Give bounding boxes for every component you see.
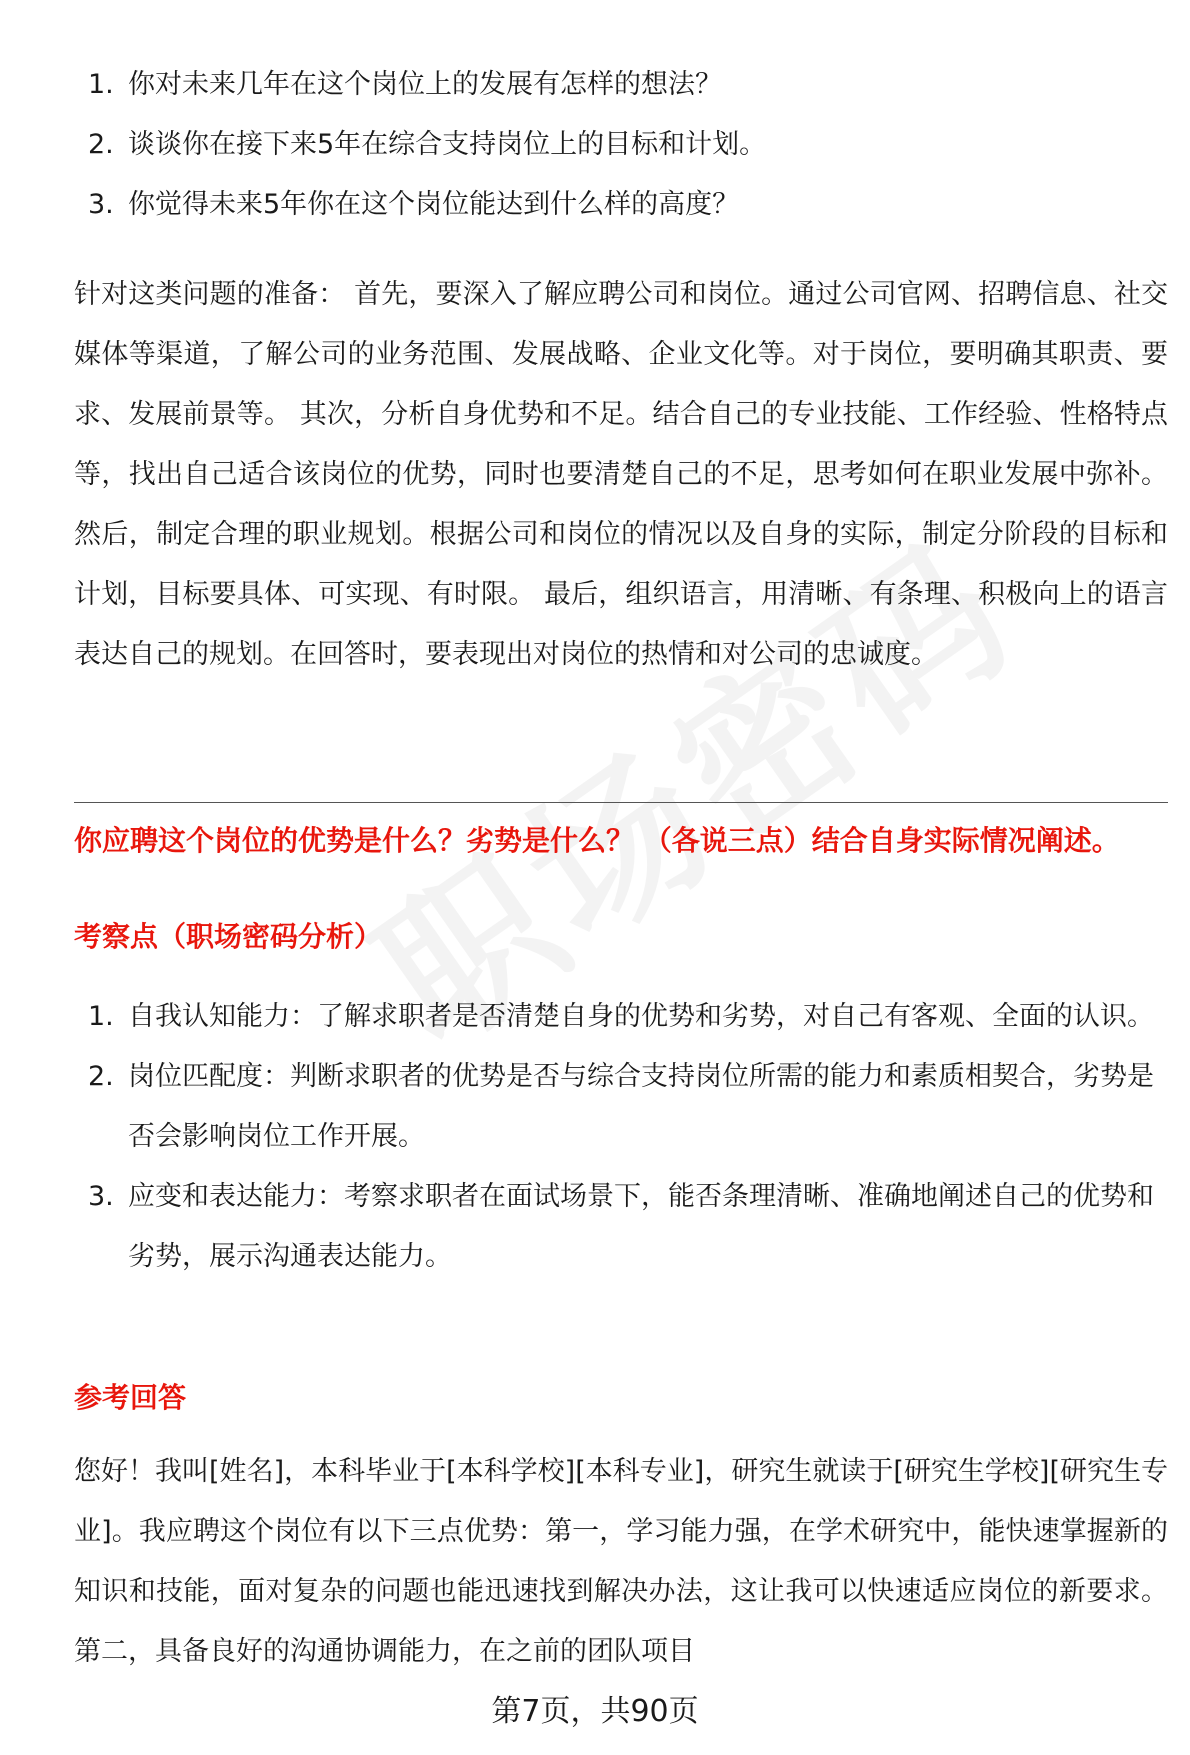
list-text: 应变和表达能力：考察求职者在面试场景下，能否条理清晰、准确地阐述自己的优势和劣势，展示沟通表达能力。 — [128, 1181, 1154, 1272]
list-item — [88, 55, 1168, 115]
list-item — [88, 1167, 1168, 1287]
list-text: 你对未来几年在这个岗位上的发展有怎样的想法？ — [128, 69, 722, 100]
list-text: 岗位匹配度：判断求职者的优势是否与综合支持岗位所需的能力和素质相契合，劣势是否会影响岗位工作开展。 — [128, 1061, 1154, 1152]
page-footer: 第7页，共90页 — [491, 1694, 699, 1729]
list-number: 3. — [88, 189, 114, 220]
section-divider — [74, 802, 1168, 803]
list-item — [88, 115, 1168, 175]
list-text: 谈谈你在接下来5年在综合支持岗位上的目标和计划。 — [128, 129, 767, 160]
list-number: 2. — [88, 1061, 114, 1092]
list-item — [88, 175, 1168, 235]
list-number: 3. — [88, 1181, 114, 1212]
section-heading-reference-answer: 参考回答 — [74, 1381, 187, 1414]
list-item — [88, 1047, 1168, 1167]
answer-paragraph: 您好！我叫[姓名]，本科毕业于[本科学校][本科专业]，研究生就读于[研究生学校][研究生专业]。我应聘这个岗位有以下三点优势：第一，学习能力强，在学术研究中，能快速掌握新的知识和技能，面对复杂的问题也能迅速找到解决办法，这让我可以快速适应岗位的新要求。第二，具备良好的沟通协调能力，在之前的团队项目 — [74, 1456, 1168, 1667]
preparation-paragraph: 针对这类问题的准备： 首先，要深入了解应聘公司和岗位。通过公司官网、招聘信息、社交媒体等渠道，了解公司的业务范围、发展战略、企业文化等。对于岗位，要明确其职责、要求、发展前景等。 其次，分析自身优势和不足。结合自己的专业技能、工作经验、性格特点等，找出自己适合该岗位的优势，同时也要清楚自己的不足，思考如何在职业发展中弥补。 然后，制定合理的职业规划。根据公司和岗位的情况以及自身的实际，制定分阶段的目标和计划，目标要具体、可实现、有时限。 最后，组织语言，用清晰、有条理、积极向上的语言表达自己的规划。在回答时，要表现出对岗位的热情和对公司的忠诚度。 — [74, 279, 1168, 670]
list-number: 2. — [88, 129, 114, 160]
question-list — [88, 55, 1168, 235]
list-item — [88, 987, 1168, 1047]
list-text: 自我认知能力：了解求职者是否清楚自身的优势和劣势，对自己有客观、全面的认识。 — [128, 1001, 1154, 1032]
question-title: 你应聘这个岗位的优势是什么？劣势是什么？ （各说三点）结合自身实际情况阐述。 — [74, 824, 1120, 857]
section-heading-assessment: 考察点（职场密码分析） — [74, 920, 383, 953]
list-number: 1. — [88, 1001, 114, 1032]
assessment-list — [88, 987, 1168, 1287]
list-number: 1. — [88, 69, 114, 100]
list-text: 你觉得未来5年你在这个岗位能达到什么样的高度？ — [128, 189, 740, 220]
